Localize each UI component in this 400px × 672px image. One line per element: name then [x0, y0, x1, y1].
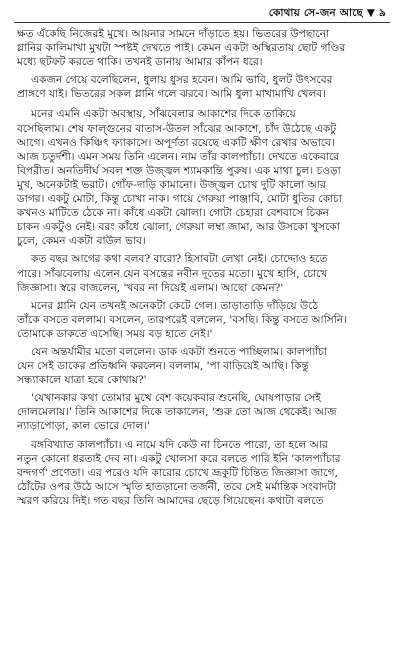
- text-line: ক্ষত এঁকেছি নিজেরই মুখে। আয়নার সামনে দাঁড়াতে হয়। ভিতরের উপছানো: [17, 28, 330, 40]
- text-line: যেন অন্তর্যামীর মতো বললেন। ডাক একটা শুনতে পাচ্ছিলাম। কালপ্যাঁচা: [31, 345, 327, 358]
- text-line: স্মরণ করিয়ে দিই। গত বছর তিনি আমাদের ছেড়ে গিয়েছেন। কথাটা বলতে: [17, 494, 324, 507]
- paragraph-6: [17, 345, 389, 387]
- text-line: কত বছর আগের কথা বলব? বারো? হিসাবটা লেখা নেই। চোদ্দোও হতে: [31, 253, 328, 266]
- text-line: তোমাকে ডাকতে এসেছি। সময় বড় হাতে নেই।': [17, 327, 213, 340]
- paragraph-4: [17, 252, 389, 294]
- text-line: মনের গ্লানি যেন তখনই অনেকটা কেটে গেল। তাড়াতাড়ি দাঁড়িয়ে উঠে: [31, 299, 319, 312]
- text-line: 'যেখানকার কথা তোমার মুখে বেশ কয়েকবার শুনেছি, ঘোষপাড়ার সেই: [31, 392, 321, 405]
- text-line: দোলমেলায়।' তিনি আকাশের দিকে তাকালেন, 'শুরু তো আজ থেকেই। আজ: [17, 406, 337, 419]
- text-line: মুখ, অনেকটাই ভরাট। গোঁফ-দাড়ি কামানো। উজ্জ্বল চোখ দুটি কালো আর: [17, 178, 326, 191]
- text-line: মনের এমনি একটা অবস্থায়, সাঁঝবেলার আকাশের দিকে তাকিয়ে: [31, 108, 296, 121]
- paragraph-3: [17, 107, 389, 248]
- paragraph-5: [17, 299, 389, 341]
- text-line: যেন সেই ডাকের প্রতিধ্বনি করলেন। বললাম, 'পা বাড়িয়েই আছি। কিন্তু: [17, 360, 309, 373]
- text-line: সন্ধ্যাকালে যাত্রা হবে কোথায়?': [17, 374, 147, 387]
- header-rule: [14, 22, 390, 23]
- text-line: বন্দগর্ণ' প্রণেতা। এর পরেও যদি কারোর চোখে ভ্রূকুটি চিন্তিত জিজ্ঞাসা জাগে,: [17, 466, 338, 479]
- paragraph-2: [17, 73, 389, 101]
- text-line: বঙ্গবিখ্যাত কালপ্যাঁচা। এ নামে যদি কেউ না চিনতে পারো, তা হলে আর: [31, 438, 328, 451]
- text-line: ন্যাড়াপোড়া, কাল ভোরে দোল।': [17, 420, 150, 433]
- text-line: ঠোঁটের ওপর উঠে আসে স্মৃতি হাতড়ানো তর্জনী, তবে সেই মর্মান্তিক সংবাদটা: [17, 480, 337, 493]
- body-text: [17, 27, 389, 512]
- text-line: তাঁকে বসতে বললাম। বসলেন, তারপরেই বললেন, 'বসছি। কিন্তু বসতে আসিনি।: [17, 313, 347, 326]
- text-line: বিপরীত। অনতিদীর্ঘ সবল শক্ত উজ্জ্বল শ্যামকান্তি পুরুষ। এক মাথা চুল। চওড়া: [17, 164, 341, 177]
- text-line: কখনও মাটিতে ঠেকে না। কাঁধে একটা ঝোলা। গোটা চেহারা বেশবাসে চিকন: [17, 207, 329, 220]
- text-line: বসেছিলাম। শেষ ফাল্গুনের বাতাস-উতল সাঁঝের আকাশে, চাঁদ উঠেছে একটু: [17, 122, 337, 135]
- text-line: প্রাঙ্গণে যাই। ভিতরের সকল গ্লানি গলে ঝরবে। আমি ধুলা মাখামাখি খেলব।: [17, 88, 327, 101]
- text-line: গ্লানির কালিমাখা মুখটা স্পষ্টই দেখতে পাই। কেমন একটা অস্থিরতায় ছোট গণ্ডির: [17, 42, 346, 55]
- paragraph-7: [17, 391, 389, 433]
- text-line: নতুন কোনো ধরতাই দেব না। একটু খোলসা করে বলতে পারি ইনি 'কালপ্যাঁচার: [17, 452, 341, 465]
- text-line: চুলে, কেমন একটা বাউল ভাব।: [17, 235, 146, 248]
- text-line: ডাগর। একটু মোটা, কিন্তু চোখা নাক। গায়ে গেরুয়া পাঞ্জাবি, মোটা ধুতির কোচা: [17, 193, 342, 206]
- text-line: পারে। সাঁঝবেলায় এলেন যেন বসন্তের নবীন দূতের মতো। মুখে হাসি, চোখে: [17, 267, 328, 280]
- paragraph-8: [17, 438, 389, 508]
- paragraph-1: [17, 27, 389, 69]
- text-line: চাকন একটুও নেই। বরং কাঁধে ঝোলা, গেরুয়া লম্বা জামা, আর উসকো খুসকো: [17, 221, 340, 234]
- text-line: একজন গেয়ে বলেছিলেন, ধুলায় ধুসর হবেন। আমি ভাবি, ধুলট উৎসবের: [31, 74, 333, 87]
- text-line: আজ চতুর্দশী। এমন সময় তিনি এলেন। নাম তাঁর কালপ্যাঁচা। দেখতে একেবারে: [17, 150, 340, 163]
- running-head: কোথায় সে-জন আছে ▼ ৯: [268, 7, 386, 19]
- text-line: আগে। এখনও কিঞ্চিৎ ফ্যাকাসে। অপূর্ণতা রয়েছে একটি ক্ষীণ রেখার অভাবে।: [17, 136, 335, 149]
- text-line: জিজ্ঞাসা। স্বরে বাজলেন, 'খবর না দিয়েই এলাম। আছো কেমন?': [17, 281, 284, 294]
- text-line: মধ্যে ছটফট করতে থাকি। তখনই ডানায় আমার কাঁপন ধরে।: [17, 56, 263, 69]
